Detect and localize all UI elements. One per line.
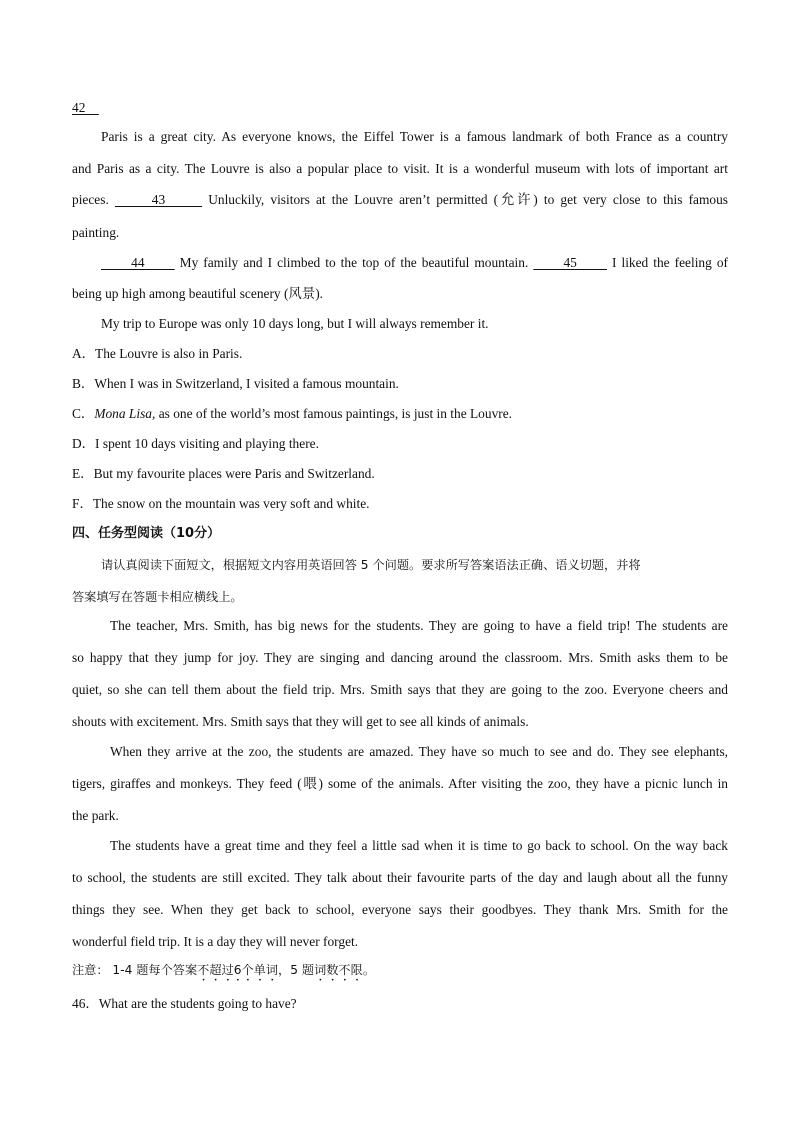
paris-para-line-3-end: Unluckily, visitors at the Louvre aren’t permitted (允许) to get very close to this famous [202,192,728,207]
blank-42-number: 42 [72,100,86,115]
answer-note [72,960,728,984]
story-p3-line-1: The students have a great time and they feel a little sad when it is time to go back to school. On the way back [110,838,728,853]
note-emphasis-unlimited: 词数不限 [314,963,363,977]
paris-para-line-3-start: pieces. [72,192,115,207]
trip-summary-line: My trip to Europe was only 10 days long, but I will always remember it. [101,316,489,331]
story-p3-line-2: to school, the students are still excited. They talk about their favourite parts of the day and laugh about all the funny [72,870,728,885]
section-4-title: 四、任务型阅读（10分） [72,526,221,541]
story-p1-line-1: The teacher, Mrs. Smith, has big news for the students. They are going to have a field trip! The students are [110,618,728,633]
story-p3-line-4: wonderful field trip. It is a day they will never forget. [72,934,359,949]
note-emphasis-words: 个单词 [241,963,279,977]
blank-43: 43 [114,192,203,207]
instruction-line-2: 答案填写在答题卡相应横线上。 [72,590,243,604]
option-c-title: Mona Lisa [94,406,152,421]
mountain-para-line-2: being up high among beautiful scenery (风景). [72,286,324,301]
paris-para-line-2: and Paris as a city. The Louvre is also a popular place to visit. It is a wonderful museum with lots of important art [72,161,728,176]
option-f: F．The snow on the mountain was very soft and white. [72,496,370,511]
paris-para-line-3 [72,190,728,210]
story-p2-line-2: tigers, giraffes and monkeys. They feed (喂) some of the animals. After visiting the zoo, they have a picnic lunch in [72,776,728,791]
story-p1-line-2: so happy that they jump for joy. They are singing and dancing around the classroom. Mrs. Smith asks them to be [72,650,728,665]
blank-42 [72,98,728,118]
note-label: 注意： [72,963,109,977]
story-p3-line-3: things they see. When they get back to school, everyone says their goodbyes. They thank Mrs. Smith for the [72,902,728,917]
note-part-a: 1-4 题每个答案 [108,963,198,977]
option-a: A．The Louvre is also in Paris. [72,346,243,361]
paris-para-line-1: Paris is a great city. As everyone knows, the Eiffel Tower is a famous landmark of both France as a country [101,129,728,144]
blank-45: 45 [533,255,607,270]
option-c [72,404,728,424]
mountain-para-mid: My family and I climbed to the top of the beautiful mountain. [174,255,534,270]
mountain-para-line-1 [101,253,728,273]
option-b: B．When I was in Switzerland, I visited a famous mountain. [72,376,399,391]
note-end: 。 [362,963,375,977]
option-d: D．I spent 10 days visiting and playing there. [72,436,319,451]
story-p2-line-1: When they arrive at the zoo, the students are amazed. They have so much to see and do. They see elephants, [110,744,728,759]
story-p1-line-3: quiet, so she can tell them about the field trip. Mrs. Smith says that they are going to the zoo. Everyone cheers and [72,682,728,697]
mountain-para-end: I liked the feeling of [606,255,728,270]
option-e: E．But my favourite places were Paris and Switzerland. [72,466,375,481]
note-emphasis-number: 6 [233,963,242,977]
story-p2-line-3: the park. [72,808,119,823]
option-c-rest: , as one of the world’s most famous paintings, is just in the Louvre. [152,406,513,421]
blank-44: 44 [101,255,175,270]
note-part-e: ，5 题 [278,963,315,977]
note-emphasis-limit: 不超过 [197,963,234,977]
option-c-letter: C． [72,406,95,421]
question-46: 46．What are the students going to have? [72,996,297,1011]
story-p1-line-4: shouts with excitement. Mrs. Smith says that they will get to see all kinds of animals. [72,714,529,729]
instruction-line-1: 请认真阅读下面短文，根据短文内容用英语回答 5 个问题。要求所写答案语法正确、语义切题，并将 [101,558,641,572]
paris-para-line-4: painting. [72,225,120,240]
